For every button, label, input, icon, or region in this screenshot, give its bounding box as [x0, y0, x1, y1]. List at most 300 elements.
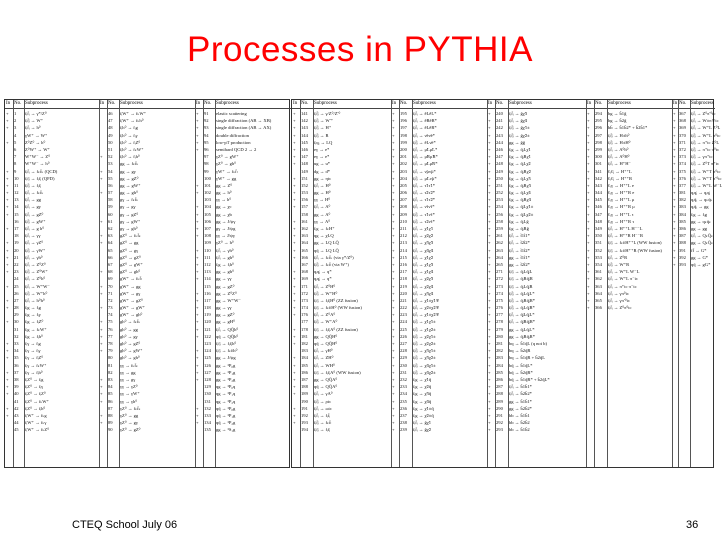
table-cell: 295: [595, 118, 602, 124]
table-cell: γγ → J/ψγ: [216, 233, 235, 239]
table-cell: [586, 340, 594, 347]
table-cell: 207: [400, 197, 407, 203]
table-cell: [99, 132, 107, 139]
table-cell: +: [196, 297, 199, 303]
table-cell: +: [488, 427, 491, 433]
table-cell: 289: [496, 398, 503, 404]
table-cell: qq̄ → LQ LQ̄: [314, 247, 339, 253]
table-cell: 299: [595, 146, 602, 152]
table-cell: +: [6, 204, 9, 210]
table-cell: γγ → fₖf̄ₖ: [120, 362, 138, 368]
table-cell: 30: [14, 319, 19, 325]
table-cell: [586, 426, 594, 433]
table-cell: +: [392, 175, 395, 181]
table-cell: +: [392, 197, 395, 203]
table-cell: fᵢf̄ᵢ → H⁺⁺L H⁻⁻L: [608, 226, 643, 231]
table-cell: [586, 376, 594, 383]
table-cell: 275: [496, 297, 503, 303]
table-cell: 256: [496, 211, 503, 217]
table-cell: 228: [400, 348, 407, 354]
column-header: No.: [107, 100, 119, 109]
table-cell: 13: [14, 197, 19, 203]
table-cell: [594, 311, 607, 318]
table-cell: +: [392, 226, 395, 231]
table-cell: 98: [204, 161, 209, 167]
table-cell: fᵢf̄ⱼ → τ̃1ν̃τ*: [413, 211, 435, 217]
table-cell: fᵢfⱼ → fₖfₗH⁺⁺R (WW fusion): [608, 247, 662, 253]
table-cell: 77: [108, 333, 113, 339]
table-cell: fᵢf̄ⱼ → χ̃1χ̃1±: [413, 319, 436, 325]
table-cell: +: [673, 254, 676, 260]
table-cell: gW⁺ → gW⁺: [120, 305, 146, 311]
table-cell: fᵢf̄ᵢ → QQ̄h⁰: [216, 326, 239, 332]
table-cell: [99, 117, 107, 124]
table-cell: +: [488, 420, 491, 426]
table-cell: 213: [400, 240, 407, 246]
column-header: No.: [300, 100, 313, 109]
table-cell: 361: [595, 269, 602, 275]
table-cell: qq̄ → ³P₁g: [216, 412, 236, 418]
table-cell: 73: [108, 305, 113, 311]
table-cell: 168: [301, 269, 308, 275]
table-cell: 79: [108, 348, 113, 354]
table-cell: qq̄ → gG*: [691, 261, 711, 267]
table-cell: fᵢf̄ᵢ → ν̃τν̃τ*: [413, 204, 435, 210]
table-cell: fᵢfⱼ → fₖfₗh⁰: [216, 348, 238, 354]
table-cell: 124: [204, 348, 211, 354]
table-cell: fᵢf̄ⱼ → H⁺: [314, 125, 332, 131]
table-cell: fᵢf̄ᵢ → γh⁰: [216, 247, 234, 253]
table-cell: 14: [14, 204, 19, 210]
table-cell: [99, 311, 107, 318]
table-cell: +: [488, 305, 491, 311]
table-cell: [690, 376, 715, 383]
column-header: No.: [678, 100, 690, 109]
table-cell: fᵢg → χ̃4q̃: [413, 398, 432, 404]
table-cell: fᵢf̄ᵢ → ẽLẽL*: [413, 111, 437, 116]
table-cell: 83: [108, 376, 113, 382]
table-cell: +: [196, 355, 199, 361]
table-cell: fᵢf̄ᵢ → g h⁰: [25, 226, 45, 231]
table-cell: fᵢf̄ᵢ → QₖQ̄ₖ: [691, 233, 713, 239]
column-sub-6: [508, 100, 586, 467]
table-cell: ℓᵢγ → H⁺⁺L μ: [608, 197, 635, 203]
table-cell: [678, 326, 690, 333]
page-number: 36: [686, 519, 699, 531]
table-cell: +: [673, 240, 676, 246]
table-cell: +: [6, 125, 9, 131]
table-cell: fᵢg → χ̃1q̃: [413, 376, 432, 382]
process-table-right: [291, 99, 722, 468]
table-cell: fᵢf̄ᵢ → gh⁰: [216, 254, 234, 260]
table-cell: [690, 398, 715, 405]
column-sub-8: [690, 100, 722, 467]
table-cell: gW⁺ → gγ: [120, 290, 141, 296]
table-cell: 366: [595, 305, 602, 311]
table-cell: +: [6, 369, 9, 375]
table-cell: 17: [14, 226, 19, 231]
table-cell: +: [488, 111, 491, 116]
table-cell: +: [673, 182, 676, 188]
table-cell: 367: [679, 111, 686, 116]
table-cell: 199: [400, 139, 407, 145]
table-cell: 282: [496, 348, 503, 354]
table-cell: 341: [595, 168, 602, 174]
table-cell: +: [587, 297, 590, 303]
table-cell: [99, 405, 107, 412]
table-cell: [5, 362, 13, 369]
table-cell: +: [488, 154, 491, 160]
table-cell: [5, 419, 13, 426]
table-cell: 205: [400, 182, 407, 188]
table-cell: +: [392, 427, 395, 433]
table-cell: +: [488, 283, 491, 289]
table-cell: +: [673, 146, 676, 152]
table-cell: ff̄ → G*: [691, 247, 707, 253]
table-cell: gg → QQ̄A⁰: [314, 376, 338, 382]
table-cell: 9: [14, 168, 17, 174]
table-cell: +: [587, 111, 590, 116]
table-cell: 279: [496, 326, 503, 332]
table-cell: fᵢg → fᵢh⁰: [25, 333, 43, 339]
table-cell: [678, 390, 690, 397]
table-cell: +: [587, 269, 590, 275]
table-cell: +: [293, 355, 296, 361]
table-cell: 74: [108, 312, 113, 318]
table-cell: +: [293, 240, 296, 246]
table-cell: fᵢf̄ᵢ → WH⁰: [314, 362, 335, 368]
table-cell: 281: [496, 341, 503, 346]
table-cell: [690, 326, 715, 333]
table-cell: fᵢf̄ᵢ → Z⁰A⁰: [314, 312, 336, 318]
table-cell: fᵢf̄ⱼ → χ̃3χ̃2±: [413, 355, 436, 361]
table-cell: [678, 290, 690, 297]
table-cell: +: [196, 333, 199, 339]
table-cell: fᵢh⁰ → fᵢZ⁰: [120, 139, 141, 145]
table-cell: 246: [496, 146, 503, 152]
table-cell: +: [100, 333, 103, 339]
table-cell: fᵢf̄ᵢ → gγ: [25, 204, 41, 210]
table-cell: +: [293, 132, 296, 138]
table-cell: [99, 124, 107, 131]
table-cell: 291: [496, 412, 503, 418]
table-cell: semihard QCD 2 → 2: [216, 146, 257, 152]
table-cell: 348: [595, 218, 602, 224]
table-cell: bq̄ → b̃1q̃L*: [509, 362, 533, 368]
table-cell: [607, 340, 672, 347]
column-header: Subprocess: [412, 100, 487, 109]
table-cell: 112: [204, 261, 211, 267]
table-cell: +: [587, 204, 590, 210]
table-cell: +: [392, 290, 395, 296]
table-cell: +: [587, 247, 590, 253]
table-cell: gg → gh⁰: [120, 190, 138, 196]
table-cell: 120: [204, 319, 211, 325]
table-cell: ℓᵢγ → H⁺⁺L τ: [608, 211, 634, 217]
table-cell: +: [6, 376, 9, 382]
table-cell: fᵢf̄ⱼ → W⁺T π⁰tc: [691, 168, 721, 174]
table-cell: 393: [679, 261, 686, 267]
table-cell: fᵢf̄ⱼ → gW⁺: [25, 218, 46, 224]
table-cell: fᵢf̄ᵢ → H⁰: [314, 182, 331, 188]
table-cell: W⁺W⁻ → Z⁰: [25, 154, 51, 160]
table-cell: fᵢg → q̃ᵢLχ̃2: [509, 161, 531, 167]
table-cell: fᵢg → q̃ᵢLχ̃4: [509, 190, 531, 196]
table-cell: double diffraction: [216, 132, 249, 138]
table-cell: gγ → gγ: [120, 204, 136, 210]
table-cell: γW⁺ → fₖf̄ₗ: [216, 168, 238, 174]
table-cell: [607, 419, 672, 426]
table-cell: +: [6, 261, 9, 267]
table-cell: 68: [108, 269, 113, 275]
table-cell: fᵢf̄ᵢ → fₖf̄ₖ (QCD): [25, 168, 58, 174]
table-cell: 261: [496, 233, 503, 239]
table-cell: +: [488, 132, 491, 138]
table-cell: 231: [400, 369, 407, 375]
table-cell: [5, 326, 13, 333]
table-cell: fᵢf̄ᵢ → b̃1b̃1*: [509, 384, 532, 390]
table-cell: +: [293, 118, 296, 124]
column-header: In: [292, 100, 300, 109]
table-cell: 82: [108, 369, 113, 375]
table-cell: gg → γγ: [216, 276, 232, 282]
table-cell: [690, 362, 715, 369]
table-cell: +: [100, 341, 103, 346]
table-cell: [594, 383, 607, 390]
table-cell: fᵢg → q̃ᵢRχ̃2: [509, 168, 531, 174]
table-cell: +: [392, 269, 395, 275]
table-cell: gg → gZ⁰: [216, 312, 235, 318]
table-cell: 130: [204, 391, 211, 397]
table-cell: [690, 290, 715, 297]
table-cell: +: [488, 197, 491, 203]
table-cell: +: [587, 132, 590, 138]
table-cell: +: [100, 240, 103, 246]
table-cell: fᵢf̄ⱼ → fᵢfⱼ: [25, 182, 42, 188]
table-cell: 122: [204, 333, 211, 339]
table-cell: 211: [400, 226, 407, 231]
table-cell: +: [673, 125, 676, 131]
table-cell: qg → ³P₁q: [216, 391, 236, 397]
table-cell: gg → t̃1t̃1*: [509, 254, 530, 260]
table-cell: 76: [108, 326, 113, 332]
table-cell: [586, 333, 594, 340]
table-cell: 392: [679, 254, 686, 260]
table-cell: 41: [14, 398, 19, 404]
table-cell: [586, 362, 594, 369]
table-cell: +: [673, 261, 676, 267]
table-cell: [678, 304, 690, 311]
table-cell: 70: [108, 283, 113, 289]
table-cell: 93: [204, 125, 209, 131]
table-cell: 384: [679, 211, 686, 217]
table-cell: +: [488, 218, 491, 224]
column-divider: [215, 100, 216, 467]
table-cell: 368: [679, 118, 686, 124]
table-cell: 97: [204, 154, 209, 160]
table-cell: gg → b̃1b̃1*: [509, 398, 532, 404]
table-cell: [292, 318, 300, 325]
column-in-6: [487, 100, 495, 467]
table-cell: 64: [108, 240, 113, 246]
table-cell: eγ → e*: [314, 146, 330, 152]
table-cell: [690, 405, 715, 412]
table-cell: 16: [14, 218, 19, 224]
table-cell: +: [392, 376, 395, 382]
table-cell: +: [100, 154, 103, 160]
column-no-2: [107, 100, 119, 467]
table-cell: 141: [301, 111, 308, 116]
table-cell: fᵢf̄ⱼ → q̃ᵢRq̃ⱼR*: [509, 297, 536, 303]
table-cell: 196: [400, 118, 407, 124]
table-cell: fᵢf̄ᵢ → χ̃1χ̃1: [413, 226, 434, 231]
table-cell: +: [392, 355, 395, 361]
table-cell: 233: [400, 384, 407, 390]
table-cell: 277: [496, 312, 503, 318]
table-cell: 381: [679, 190, 686, 196]
table-cell: +: [587, 146, 590, 152]
column-divider: [203, 100, 204, 467]
table-cell: fᵢf̄ᵢ → ωtc: [314, 405, 332, 411]
table-cell: fᵢf̄ᵢ → χ̃3χ̃4: [413, 290, 434, 296]
table-cell: +: [196, 420, 199, 426]
table-cell: fᵢf̄ᵢ → τ̃1τ̃1*: [413, 182, 436, 188]
table-cell: 178: [301, 326, 308, 332]
table-cell: +: [392, 348, 395, 354]
column-header: Subprocess: [690, 100, 715, 109]
table-cell: fᵢf̄ᵢ → γγ: [25, 233, 41, 239]
table-cell: fᵢf̄ⱼ → R: [314, 132, 329, 138]
table-cell: [195, 390, 203, 397]
table-cell: γW⁺ → W⁺: [25, 132, 48, 138]
table-cell: fᵢf̄ⱼ → q̃ᵢLq̃ⱼR*: [509, 305, 535, 311]
column-in-1: [5, 100, 13, 467]
column-divider: [99, 100, 100, 467]
table-cell: fᵢf̄ⱼ → Z⁰T π⁺tc: [691, 161, 720, 167]
table-cell: 242: [496, 125, 503, 131]
table-cell: +: [488, 211, 491, 217]
table-cell: gg → b̃2b̃2*: [509, 405, 532, 411]
table-cell: gg → ³P₂g: [216, 376, 236, 382]
table-cell: [99, 203, 107, 210]
table-cell: γZ⁰ → gγ: [120, 420, 138, 426]
table-cell: fᵢf̄ᵢ → ẽRẽR*: [413, 118, 437, 124]
table-cell: 346: [595, 204, 602, 210]
table-cell: ℓᵢγ → H⁺⁺L e: [608, 182, 634, 188]
table-cell: [99, 225, 107, 232]
table-cell: gg → gH⁰: [216, 319, 235, 325]
table-cell: 172: [301, 290, 308, 296]
table-cell: +: [488, 139, 491, 145]
table-cell: 149: [301, 168, 308, 174]
table-cell: +: [488, 297, 491, 303]
table-cell: [292, 347, 300, 354]
table-cell: gg → gW⁺: [120, 182, 141, 188]
table-cell: +: [587, 139, 590, 145]
table-cell: [690, 333, 715, 340]
table-cell: [607, 318, 672, 325]
table-cell: qᵢqⱼ → q*: [314, 269, 332, 275]
table-cell: 26: [14, 290, 19, 296]
table-cell: +: [392, 211, 395, 217]
column-in-4: [292, 100, 300, 467]
table-cell: fᵢg → fₖW⁺: [25, 326, 47, 332]
table-cell: +: [196, 204, 199, 210]
table-cell: +: [100, 283, 103, 289]
table-cell: 62: [108, 226, 113, 231]
table-cell: 94: [204, 132, 209, 138]
table-cell: [690, 318, 715, 325]
table-cell: gγ → J/ψg: [216, 226, 236, 231]
table-cell: 296: [595, 125, 602, 131]
table-cell: +: [392, 254, 395, 260]
table-cell: +: [392, 362, 395, 368]
table-cell: +: [392, 240, 395, 246]
table-cell: +: [196, 190, 199, 196]
table-cell: +: [673, 161, 676, 167]
table-cell: 125: [204, 355, 211, 361]
table-cell: 35: [14, 355, 19, 361]
table-cell: +: [488, 326, 491, 332]
column-divider: [412, 100, 413, 467]
table-cell: +: [100, 233, 103, 239]
table-cell: +: [587, 305, 590, 311]
table-cell: 208: [400, 204, 407, 210]
table-cell: 243: [496, 132, 503, 138]
table-cell: [690, 419, 715, 426]
table-cell: fᵢf̄ᵢ → q̃ⱼRq̃ⱼR*: [509, 319, 536, 325]
table-cell: [195, 160, 203, 167]
table-cell: fᵢg → q̃ⱼLχ̃2±: [509, 211, 534, 217]
table-cell: qq̄ → QQ̄h⁰: [216, 333, 239, 339]
table-cell: [5, 275, 13, 282]
table-cell: 42: [14, 405, 19, 411]
table-cell: 65: [108, 247, 113, 253]
table-cell: 250: [496, 175, 503, 181]
table-cell: 347: [595, 211, 602, 217]
table-cell: +: [587, 154, 590, 160]
table-cell: +: [392, 341, 395, 346]
column-header: In: [672, 100, 678, 109]
table-cell: fᵢf̄ᵢ → χ̃3χ̃3: [413, 240, 434, 246]
table-cell: fᵢf̄ⱼ → γW⁺: [25, 247, 46, 253]
table-cell: gg → q̃ᵢLq̃ᵢL*: [509, 326, 535, 332]
table-cell: fᵢf̄ᵢ → A⁰h⁰: [608, 146, 629, 152]
table-cell: +: [392, 182, 395, 188]
column-divider: [495, 100, 496, 467]
table-cell: fᵢZ⁰ → fᵢZ⁰: [25, 391, 46, 397]
table-cell: fᵢW⁺ → fₖW⁺: [120, 111, 147, 116]
table-cell: fᵢW⁺ → fₖg: [25, 412, 47, 418]
table-cell: fᵢqᵢ → LQ: [314, 139, 333, 145]
table-cell: 3: [14, 125, 17, 131]
table-cell: γγ → A⁰: [314, 218, 331, 224]
table-cell: 263: [496, 247, 503, 253]
table-cell: gγ → gW⁺: [120, 218, 141, 224]
table-cell: [690, 369, 715, 376]
table-cell: gg → A⁰: [314, 211, 331, 217]
table-cell: fᵢf̄ᵢ → fᵢf̄ᵢ: [314, 412, 331, 418]
table-cell: +: [392, 168, 395, 174]
table-cell: 370: [679, 132, 686, 138]
table-cell: +: [6, 240, 9, 246]
table-cell: gγ → gZ⁰: [120, 211, 139, 217]
table-cell: 92: [204, 118, 209, 124]
table-cell: 2: [14, 118, 17, 124]
table-cell: +: [673, 175, 676, 181]
table-cell: 217: [400, 269, 407, 275]
table-cell: 49: [108, 132, 113, 138]
